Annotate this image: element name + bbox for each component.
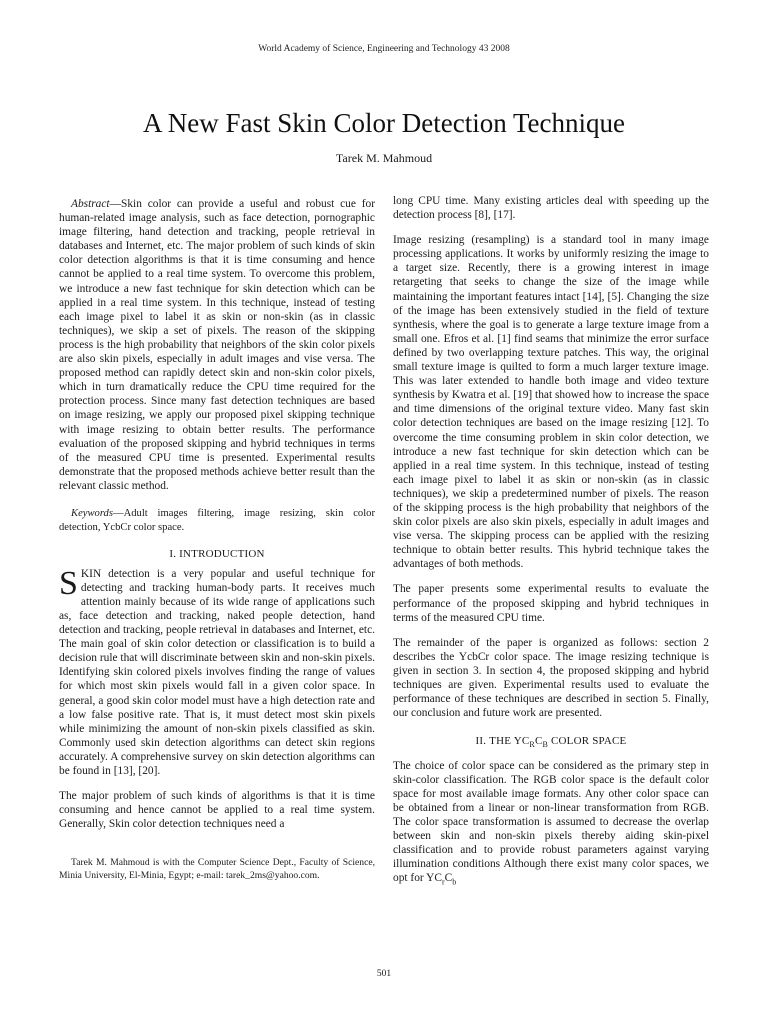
abstract-text: Skin color can provide a useful and robust cue for human-related image analysis, such as face detection, pornographic image filtering, hand detection and tracking, people retrieval in databases and Internet, etc. The major problem of such kinds of skin color detection algorithms is that it is time consuming and hence cannot be applied to a real time system. To overcome this problem, we introduce a new fast technique for skin detection which can be applied in a real time system. In this technique, instead of testing each image pixel to label it as skin or non-skin (as in classic techniques), we skip a set of pixels. The reason of the skipping process is the high probability that neighbors of the skin color pixels are also skin pixels, especially in adult images and vise versa. The proposed method can rapidly detect skin and non-skin color pixels, which in turn dramatically reduce the CPU time required for the protection process. Since many fast detection techniques are based on image resizing, we apply our proposed pixel skipping technique with image resizing to obtain better results. The performance evaluation of the proposed skipping and hybrid techniques in terms of the measured CPU time is presented. Experimental results demonstrate that the proposed methods achieve better result than the relevant classic method.	[59, 198, 375, 492]
author-footnote: Tarek M. Mahmoud is with the Computer Science Dept., Faculty of Science, Minia University, El-Minia, Egypt; e-mail: tarek_2ms@yahoo.com.	[59, 857, 375, 881]
keywords-label: Keywords	[71, 507, 113, 519]
right-paragraph-2: Image resizing (resampling) is a standard tool in many image processing applications. It works by uniformly resizing the image to a target size. Recently, there is a growing interest in image retargeting that seeks to change the size of the image while maintaining the important features intact [14], [5]. Changing the size of the image has been extensively studied in the field of texture synthesis, where the goal is to generate a large texture image from a small one. Efros et al. [1] find seams that minimize the error surface defined by two overlapping texture patches. This way, the original small texture image is quilted to form a much larger texture image. This was later extended to handle both image and video texture synthesis by Kwatra et al. [19] that showed how to increase the space and time dimensions of the original texture video. Many fast skin color detection techniques are based on the image resizing [12]. To overcome the time consuming problem in skin color detection, we introduce a new fast technique for skin detection which can be applied in a real time system. In this technique, instead of testing each image pixel to label it as skin or non-skin (as in classic techniques), we skip a predetermined number of pixels. The reason of the skipping process is the high probability that neighbors of the skin color pixels are also skin pixels, especially in adult images and vise versa. The skipping process can be applied with the resizing technique to obtain better results. This hybrid technique takes the advantages of both methods.	[393, 234, 709, 571]
abstract-label: Abstract	[71, 198, 110, 210]
abstract-paragraph	[59, 197, 375, 493]
intro-paragraph-1	[59, 564, 375, 778]
intro-paragraph-2: The major problem of such kinds of algorithms is that it is time consuming and hence cannot be applied to a real time system. Generally, Skin color detection techniques need a	[59, 790, 375, 831]
section-2-paragraph: The choice of color space can be considered as the primary step in skin-color classification. The RGB color space is the default color space for most available image formats. Any other color space can be obtained from a linear or non-linear transformation from RGB. The color space transformation is assumed to decrease the overlap between skin and non-skin pixels thereby aiding skin-pixel classification and to provide robust parameters against varying illumination conditions Although there exist many color spaces, we opt for $YC_rC_b$	[393, 759, 709, 887]
paper-title: A New Fast Skin Color Detection Technique	[142, 108, 626, 138]
page-number: 501	[376, 969, 392, 979]
author-name: Tarek M. Mahmoud	[335, 151, 433, 165]
left-column	[59, 197, 375, 883]
right-paragraph-1: long CPU time. Many existing articles deal with speeding up the detection process [8], [17].	[393, 195, 709, 222]
right-paragraph-3: The paper presents some experimental results to evaluate the performance of the proposed skipping and hybrid techniques in terms of the measured CPU time.	[393, 583, 709, 624]
keywords-text: Adult images filtering, image resizing, skin color detection, YcbCr color space.	[59, 507, 375, 533]
right-column	[393, 194, 709, 890]
keywords-paragraph	[59, 507, 375, 535]
intro-text-1: KIN detection is a very popular and useful technique for detecting and tracking human-body parts. It receives much attention mainly because of its wide range of applications such as, face detection and tracking, naked people detection, hand detection and tracking, people retrieval in databases and Internet, etc. The main goal of skin color detection or classification is to build a decision rule that will discriminate between skin and non-skin pixels. Identifying skin colored pixels involves finding the range of values for which most skin pixels would fall in a given color space. In general, a good skin color model must have a high detection rate and a low false positive rate. That is, it must detect most skin pixels while minimizing the amount of non-skin pixels classified as skin. Commonly used skin detection algorithms can detect skin regions accurately. A comprehensive survey on skin detection algorithms can be found in [13], [20].	[59, 567, 375, 777]
keywords-dash: —	[112, 507, 124, 519]
journal-header: World Academy of Science, Engineering and Technology 43 2008	[258, 44, 510, 54]
section-2-heading: II. THE $YC_RC_B$ COLOR SPACE	[475, 735, 627, 750]
abstract-dash: —	[109, 198, 121, 210]
section-1-heading: I. INTRODUCTION	[169, 547, 265, 560]
right-paragraph-4: The remainder of the paper is organized as follows: section 2 describes the YcbCr color space. The image resizing technique is given in section 3. In section 4, the proposed skipping and hybrid techniques are given. Experimental results used to evaluate the performance of these techniques are described in section 5. Finally, our conclusion and future work are presented.	[393, 636, 709, 720]
drop-cap: S	[59, 564, 78, 602]
